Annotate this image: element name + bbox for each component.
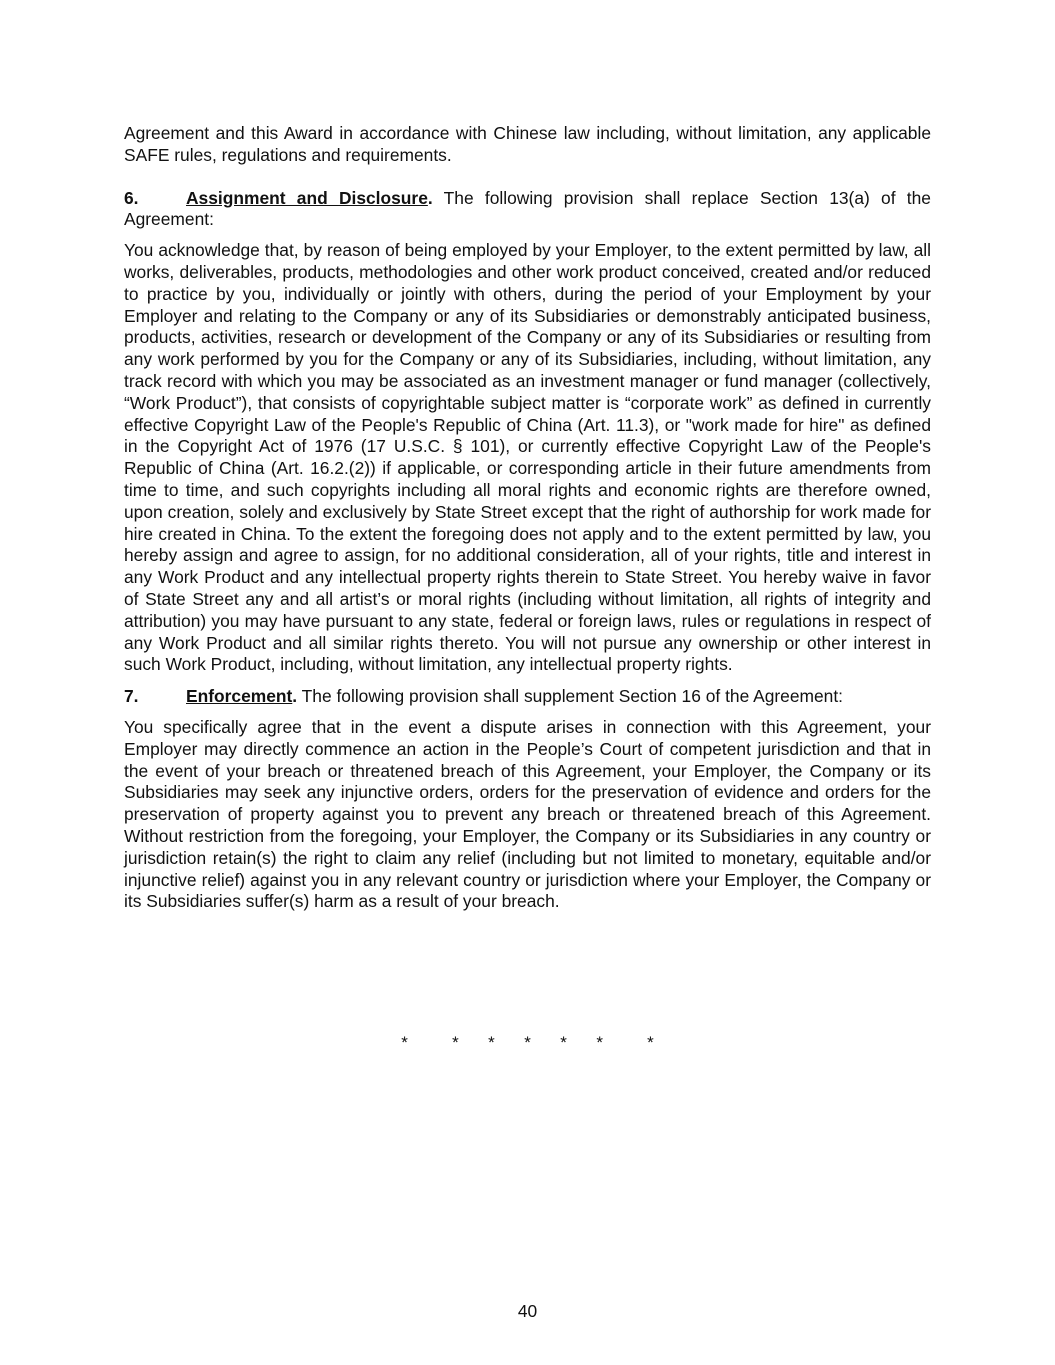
section-6-heading: [124, 188, 931, 232]
document-body: [124, 123, 931, 913]
section-6-title: Assignment and Disclosure: [186, 187, 428, 208]
section-separator: * * * * * * *: [401, 1033, 654, 1052]
section-7-lead-text: The following provision shall supplement Section 16 of the Agreement:: [297, 686, 844, 707]
section-6-lead-text: The following provision shall replace Section 13(a) of the Agreement:: [124, 187, 931, 230]
intro-paragraph: Agreement and this Award in accordance with Chinese law including, without limitation, any applicable SAFE rules, regulations and requirements.: [124, 123, 931, 165]
section-6-body: You acknowledge that, by reason of being employed by your Employer, to the extent permitted by law, all works, deliverables, products, methodologies and other work product conceived, created and/or reduced to practice by you, individually or jointly with others, during the period of your Employment by your Employer and relating to the Company or any of its Subsidiaries or demonstrably anticipated business, products, activities, research or development of the Company or any of its Subsidiaries or resulting from any work performed by you for the Company or any of its Subsidiaries, including, without limitation, any track record with which you may be associated as an investment manager or fund manager (collectively, “Work Product”), that consists of copyrightable subject matter is “corporate work” as defined in currently effective Copyright Law of the People's Republic of China (Art. 11.3), or "work made for hire" as defined in the Copyright Act of 1976 (17 U.S.C. § 101), or currently effective Copyright Law of the People's Republic of China (Art. 16.2.(2)) if applicable, or corresponding article in their future amendments from time to time, and such copyrights including all moral rights and economic rights are therefore owned, upon creation, solely and exclusively by State Street except that the right of authorship for work made for hire created in China. To the extent the foregoing does not apply and to the extent permitted by law, you hereby assign and agree to assign, for no additional consideration, all of your rights, title and interest in any Work Product and any intellectual property rights therein to State Street. You hereby waive in favor of State Street any and all artist’s or moral rights (including without limitation, all rights of integrity and attribution) you may have pursuant to any state, federal or foreign laws, rules or regulations in respect of any Work Product and all similar rights thereto. You will not pursue any ownership or other interest in such Work Product, including, without limitation, any intellectual property rights.: [124, 240, 931, 675]
page-number: 40: [517, 1301, 538, 1321]
section-7-title: Enforcement: [186, 686, 293, 707]
section-7-number: 7.: [124, 686, 139, 707]
section-7-title-period: .: [292, 686, 298, 707]
section-7-body: You specifically agree that in the event a dispute arises in connection with this Agreement, your Employer may directly commence an action in the People’s Court of competent jurisdiction and that in the event of your breach or threatened breach of this Agreement, your Employer, the Company or its Subsidiaries may seek any injunctive orders, orders for the preservation of evidence and orders for the preservation of property against you to prevent any breach or threatened breach of this Agreement. Without restriction from the foregoing, your Employer, the Company or its Subsidiaries in any country or jurisdiction retain(s) the right to claim any relief (including but not limited to monetary, equitable and/or injunctive relief) against you in any relevant country or jurisdiction where your Employer, the Company or its Subsidiaries suffer(s) harm as a result of your breach.: [124, 716, 931, 912]
section-6-number: 6.: [124, 187, 139, 208]
section-6-title-period: .: [427, 187, 433, 208]
section-7-heading: [124, 686, 931, 708]
